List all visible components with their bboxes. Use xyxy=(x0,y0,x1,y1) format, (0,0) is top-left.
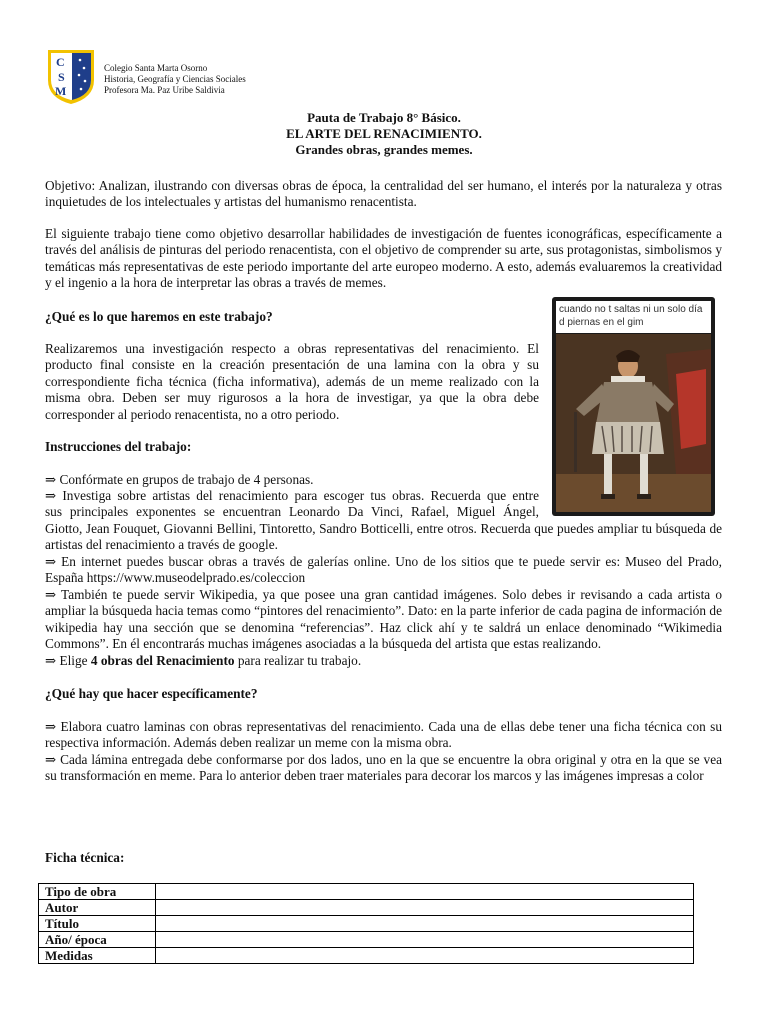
school-name: Colegio Santa Marta Osorno xyxy=(104,63,208,73)
meme-image xyxy=(552,297,715,516)
table-row xyxy=(39,884,694,900)
ficha-value-cell xyxy=(156,884,694,900)
school-logo xyxy=(46,48,96,106)
section-heading-what: ¿Qué es lo que haremos en este trabajo? xyxy=(45,309,273,324)
ficha-value-cell xyxy=(156,948,694,964)
instruction-2-rest: Giotto, Jean Fouquet, Giovanni Bellini, Tintoretto, Sandro Botticelli, entre otros. Recuerda que puedes ampliar tu búsqueda de artistas del renacimiento a través de google. xyxy=(45,521,722,553)
school-subject: Historia, Geografía y Ciencias Sociales xyxy=(104,74,246,84)
meme-caption: cuando no t saltas ni un solo día d piernas en el gim xyxy=(556,301,711,333)
objective-paragraph: Objetivo: Analizan, ilustrando con diversas obras de época, la centralidad del ser humano, el interés por la naturaleza y otras inquietudes de los intelectuales y artistas del humanismo renacentista. xyxy=(45,178,722,210)
ficha-label: Título xyxy=(39,916,156,932)
school-info xyxy=(104,63,246,96)
ficha-value-cell xyxy=(156,932,694,948)
table-row xyxy=(39,948,694,964)
section-heading-instructions: Instrucciones del trabajo: xyxy=(45,439,192,454)
instruction-1: ⇒ Confórmate en grupos de trabajo de 4 personas. xyxy=(45,472,314,487)
ficha-label: Autor xyxy=(39,900,156,916)
school-crest-icon xyxy=(46,48,96,106)
table-row xyxy=(39,900,694,916)
svg-text:C: C xyxy=(56,55,65,69)
renaissance-portrait-image xyxy=(556,334,711,512)
ficha-value-cell xyxy=(156,900,694,916)
instruction-2-line-1: ⇒ Investiga sobre artistas del renacimiento para escoger tus obras. Recuerda que entre xyxy=(45,488,539,503)
document-title xyxy=(0,110,768,158)
section-heading-specifics: ¿Qué hay que hacer específicamente? xyxy=(45,686,258,701)
svg-text:M: M xyxy=(55,84,67,98)
instruction-2-line-2: sus principales exponentes se encuentran Leonardo Da Vinci, Rafael, Miguel Ángel, xyxy=(45,504,539,520)
table-row xyxy=(39,932,694,948)
ficha-heading: Ficha técnica: xyxy=(45,850,125,865)
specific-2: ⇒ Cada lámina entregada debe conformarse por dos lados, uno en la que se encuentre la obra original y otra en la que se vea su transformación en meme. Para lo anterior deben traer materiales para decorar los marcos y las imágenes impresas a color xyxy=(45,752,722,784)
title-line-2: EL ARTE DEL RENACIMIENTO. xyxy=(286,126,482,141)
instruction-4: ⇒ También te puede servir Wikipedia, ya que posee una gran cantidad imágenes. Solo debes ir revisando a cada artista o ampliar la búsqueda hacia temas como “pintores del renacimiento”. Dato: en la parte inferior de cada pagina de información de wikipedia hay una sección que se denomina “referencias”. Haz click ahí y te saldrá un enlace denominado “Wikimedia Commons”. En él encontrarás muchas imágenes asociadas a la búsqueda del artista que estas realizando. xyxy=(45,587,722,652)
ficha-label: Año/ época xyxy=(39,932,156,948)
table-row xyxy=(39,916,694,932)
instruction-5: ⇒ Elige 4 obras del Renacimiento para realizar tu trabajo. xyxy=(45,653,362,668)
school-teacher: Profesora Ma. Paz Uribe Saldivia xyxy=(104,85,225,95)
instruction-3: ⇒ En internet puedes buscar obras a través de galerías online. Uno de los sitios que te puede servir es: Museo del Prado, España https://www.museodelprado.es/coleccion xyxy=(45,554,722,586)
ficha-table xyxy=(38,883,694,964)
svg-text:S: S xyxy=(58,70,65,84)
ficha-value-cell xyxy=(156,916,694,932)
intro-paragraph: El siguiente trabajo tiene como objetivo desarrollar habilidades de investigación de fuentes iconográficas, específicamente a través del análisis de pinturas del periodo renacentista, con el objetivo de comprender su arte, sus protagonistas, simbolismos y temáticas más representativas de este periodo importante del arte europeo moderno. A esto, además evaluaremos la creatividad y el ingenio a la hora de interpretar las obras a través de memes. xyxy=(45,226,722,291)
title-line-3: Grandes obras, grandes memes. xyxy=(295,142,473,157)
instruction-2-start xyxy=(45,488,539,521)
section-what-body: Realizaremos una investigación respecto a obras representativas del renacimiento. El producto final consiste en la creación presentación de una lamina con la obra y su correspondiente ficha técnica (ficha informativa), además de un meme realizado con la misma obra. Deben ser muy rigurosos a la hora de investigar, ya que la obra debe corresponder al periodo renacentista, no a otro periodo. xyxy=(45,341,539,422)
ficha-label: Medidas xyxy=(39,948,156,964)
instruction-5-emphasis: 4 obras del Renacimiento xyxy=(90,653,235,668)
ficha-label: Tipo de obra xyxy=(39,884,156,900)
title-line-1: Pauta de Trabajo 8° Básico. xyxy=(307,110,461,125)
specific-1: ⇒ Elabora cuatro laminas con obras representativas del renacimiento. Cada una de ellas debe tener una ficha técnica con su respectiva información. Además deben realizar un meme con la misma obra. xyxy=(45,719,722,751)
